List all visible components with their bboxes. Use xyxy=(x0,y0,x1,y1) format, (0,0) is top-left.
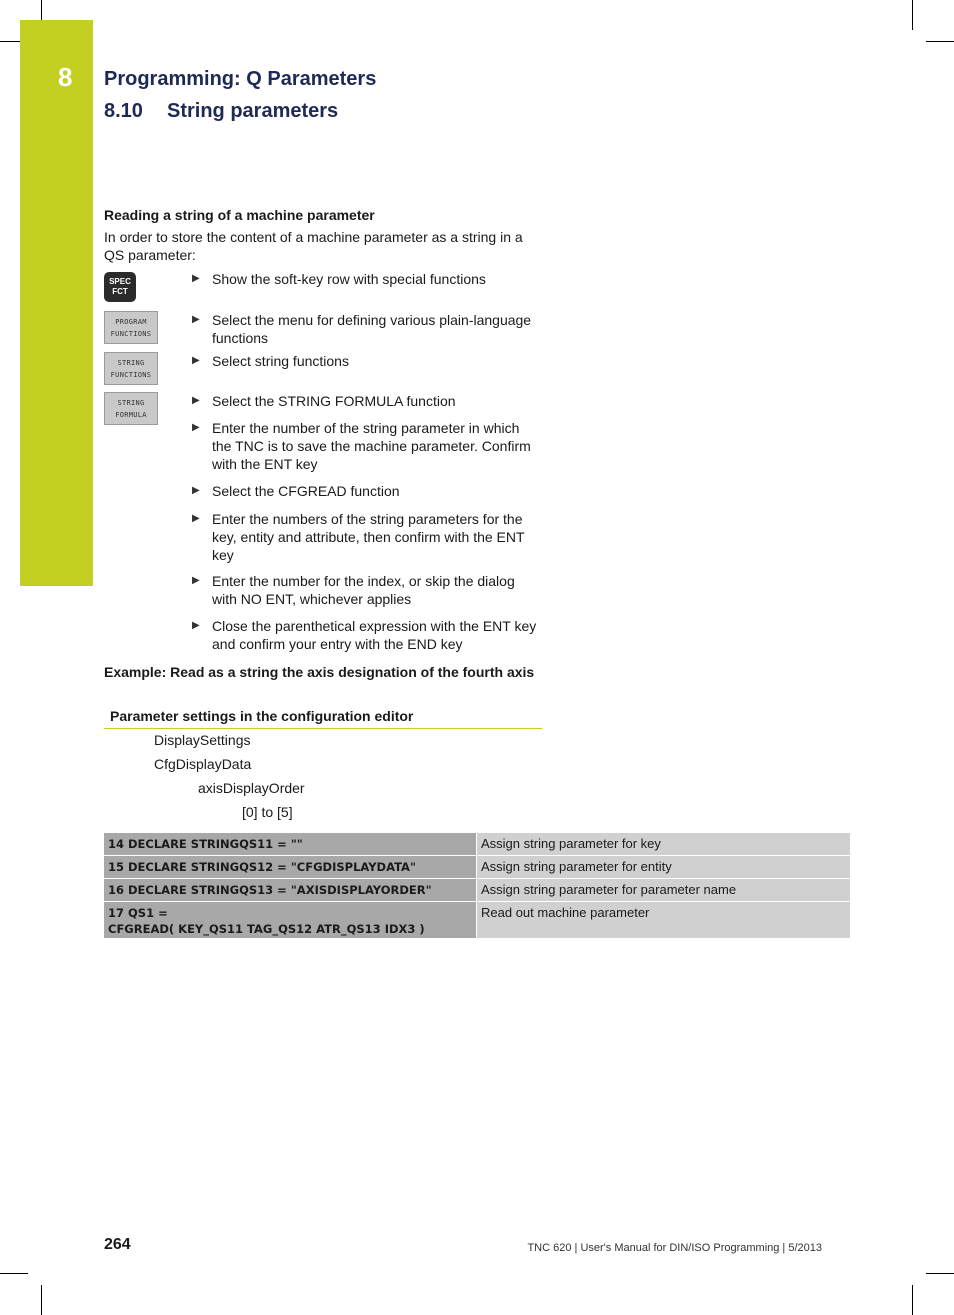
softkey-program-functions xyxy=(104,311,158,344)
config-line: axisDisplayOrder xyxy=(198,780,305,796)
page-number: 264 xyxy=(104,1236,131,1253)
softkey-label: STRING xyxy=(117,399,145,407)
description-cell: Assign string parameter for key xyxy=(477,833,850,855)
intro-paragraph: In order to store the content of a machine parameter as a string in a QS parameter: xyxy=(104,229,523,263)
triangle-arrow-icon: ▶ xyxy=(192,422,200,433)
softkey-label: PROGRAM xyxy=(115,318,147,326)
config-line: CfgDisplayData xyxy=(154,756,252,772)
triangle-arrow-icon: ▶ xyxy=(192,314,200,325)
chapter-tab xyxy=(20,20,93,586)
table-row xyxy=(104,879,850,901)
crop-mark xyxy=(926,41,954,42)
section-number: 8.10 xyxy=(104,100,143,122)
softkey-label: FUNCTIONS xyxy=(110,330,152,338)
step-item: Select the CFGREAD function xyxy=(212,483,400,499)
crop-mark xyxy=(0,1273,28,1274)
triangle-arrow-icon: ▶ xyxy=(192,395,200,406)
softkey-string-formula xyxy=(104,392,158,425)
step-item: Close the parenthetical expression with the ENT key and confirm your entry with the END key xyxy=(212,618,537,652)
config-table-header xyxy=(104,706,542,729)
chapter-title: Programming: Q Parameters xyxy=(104,68,377,90)
code-line: CFGREAD( KEY_QS11 TAG_QS12 ATR_QS13 IDX3 ) xyxy=(108,922,425,936)
description-cell: Read out machine parameter xyxy=(477,902,850,938)
description-cell: Assign string parameter for entity xyxy=(477,856,850,878)
code-cell: 16 DECLARE STRINGQS13 = "AXISDISPLAYORDER" xyxy=(104,879,476,901)
softkey-string-functions xyxy=(104,352,158,385)
step-item: Enter the number for the index, or skip the dialog with NO ENT, whichever applies xyxy=(212,573,515,607)
config-header-label: Parameter settings in the configuration editor xyxy=(110,708,414,724)
subsection-heading: Reading a string of a machine parameter xyxy=(104,207,375,223)
step-item: Select string functions xyxy=(212,353,349,369)
triangle-arrow-icon: ▶ xyxy=(192,485,200,496)
footer-text: TNC 620 | User's Manual for DIN/ISO Programming | 5/2013 xyxy=(527,1242,822,1254)
step-item: Select the menu for defining various plain-language functions xyxy=(212,312,532,346)
step-item: Show the soft-key row with special functions xyxy=(212,271,486,287)
step-item: Enter the number of the string parameter in which the TNC is to save the machine parameter. Confirm with the ENT key xyxy=(212,420,531,472)
crop-mark xyxy=(912,1285,913,1315)
softkey-label: STRING xyxy=(117,359,145,367)
triangle-arrow-icon: ▶ xyxy=(192,355,200,366)
crop-mark xyxy=(912,0,913,30)
triangle-arrow-icon: ▶ xyxy=(192,273,200,284)
crop-mark xyxy=(41,1285,42,1315)
triangle-arrow-icon: ▶ xyxy=(192,620,200,631)
config-line: DisplaySettings xyxy=(154,732,251,748)
crop-mark xyxy=(926,1273,954,1274)
section-title: String parameters xyxy=(167,100,339,122)
step-item: Enter the numbers of the string parameters for the key, entity and attribute, then confirm with the ENT key xyxy=(212,511,525,563)
code-cell: 14 DECLARE STRINGQS11 = "" xyxy=(104,833,476,855)
crop-mark xyxy=(41,0,42,22)
code-line: 17 QS1 = xyxy=(108,906,168,920)
table-row xyxy=(104,856,850,878)
table-row xyxy=(104,902,850,938)
crop-mark xyxy=(0,41,22,42)
code-cell xyxy=(104,902,476,938)
config-line: [0] to [5] xyxy=(242,804,293,820)
spec-key-line1: SPEC xyxy=(109,277,131,286)
description-cell: Assign string parameter for parameter name xyxy=(477,879,850,901)
softkey-label: FUNCTIONS xyxy=(110,371,152,379)
example-heading: Example: Read as a string the axis designation of the fourth axis xyxy=(104,664,535,680)
step-item: Select the STRING FORMULA function xyxy=(212,393,456,409)
code-cell: 15 DECLARE STRINGQS12 = "CFGDISPLAYDATA" xyxy=(104,856,476,878)
spec-key-line2: FCT xyxy=(112,287,128,296)
triangle-arrow-icon: ▶ xyxy=(192,575,200,586)
chapter-number: 8 xyxy=(58,62,73,92)
spec-fct-key xyxy=(104,272,136,302)
softkey-label: FORMULA xyxy=(115,411,147,419)
triangle-arrow-icon: ▶ xyxy=(192,513,200,524)
table-row xyxy=(104,833,850,855)
